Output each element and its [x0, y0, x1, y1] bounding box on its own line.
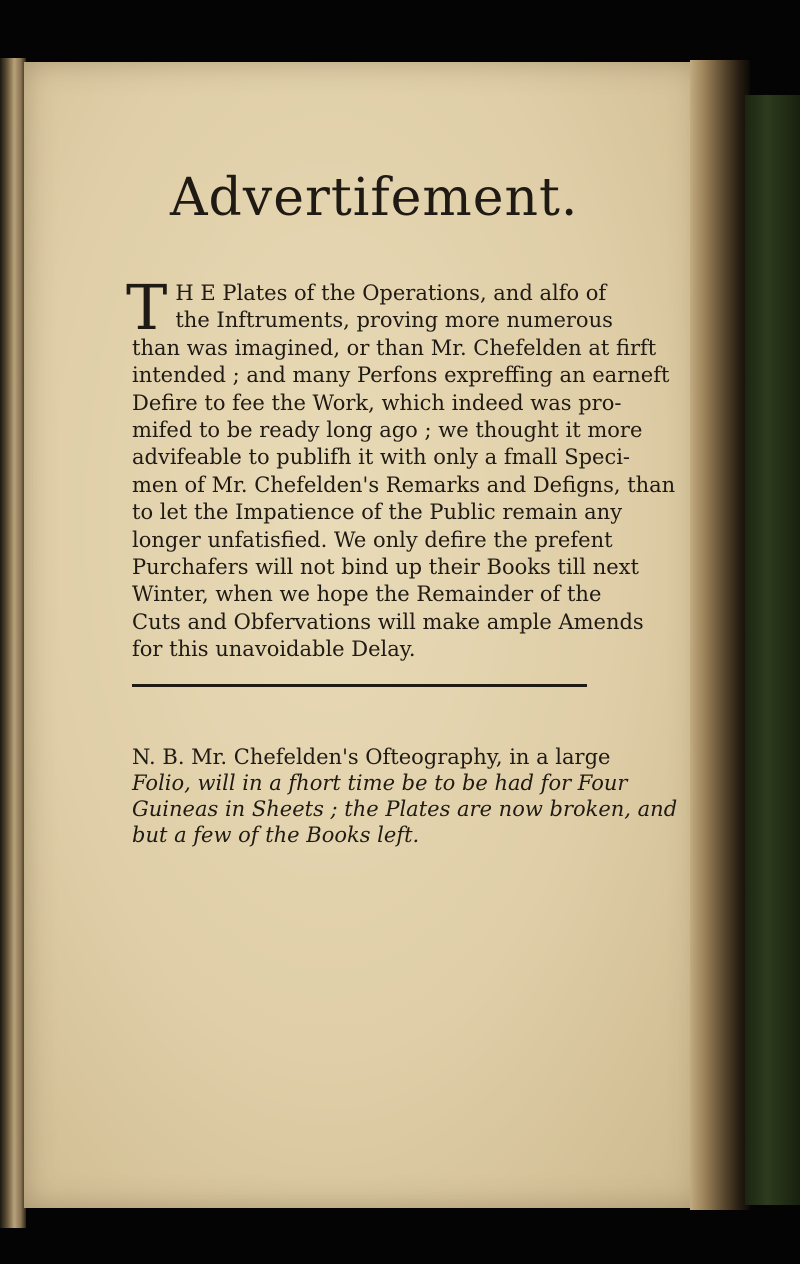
book-spine [745, 95, 800, 1205]
body-line: advifeable to publifh it with only a fmall Speci- [132, 445, 631, 470]
body-line: Cuts and Obfervations will make ample Amends [132, 609, 644, 634]
book-gutter [690, 60, 750, 1210]
drop-cap: T [126, 271, 168, 344]
page-title: Advertifement. [170, 168, 579, 228]
body-line: Defire to fee the Work, which indeed was pro- [132, 390, 622, 415]
advertisement-body [126, 271, 676, 664]
body-line: for this unavoidable Delay. [132, 637, 416, 662]
body-line: than was imagined, or than Mr. Chefelden at firft [132, 335, 657, 360]
nota-bene [132, 744, 678, 848]
note-line: Folio, will in a fhort time be to be had for Four [132, 771, 628, 795]
note-line: N. B. Mr. Chefelden's Ofteography, in a large [132, 745, 611, 769]
horizontal-rule [132, 684, 587, 687]
body-line: men of Mr. Chefelden's Remarks and Defigns, than [132, 472, 676, 497]
body-line: intended ; and many Perfons expreffing an earneft [132, 363, 670, 388]
body-line: H E Plates of the Operations, and alfo of [175, 281, 607, 305]
body-line: to let the Impatience of the Public remain any [132, 500, 623, 525]
body-line: Purchafers will not bind up their Books till next [132, 555, 639, 580]
book-left-edge [0, 58, 26, 1228]
note-line: Guineas in Sheets ; the Plates are now broken, and [132, 797, 678, 821]
note-line: but a few of the Books left. [132, 823, 420, 847]
body-line: Winter, when we hope the Remainder of the [132, 582, 602, 607]
body-line: mifed to be ready long ago ; we thought it more [132, 418, 643, 443]
body-line: the Inftruments, proving more numerous [175, 308, 613, 333]
body-line: longer unfatisfied. We only defire the prefent [132, 527, 613, 552]
